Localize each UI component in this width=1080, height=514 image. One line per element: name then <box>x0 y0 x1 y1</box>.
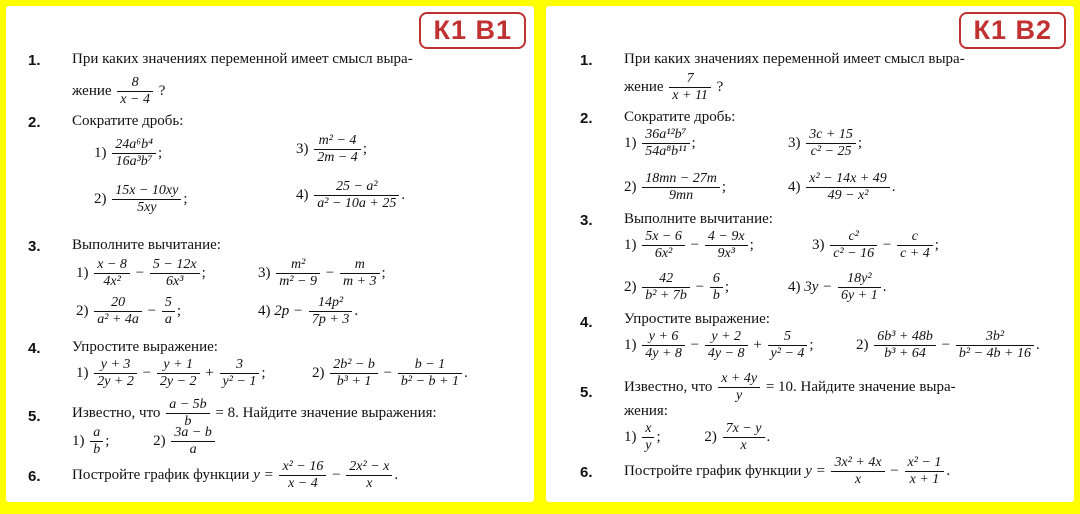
task-1-text: При каких значениях переменной имеет смысл выра- <box>624 51 965 67</box>
task-number: 3. <box>580 212 593 229</box>
task-number: 5. <box>28 408 41 425</box>
task-1-line2: жение $\frac{8}{x - 4}$ ? <box>72 75 166 107</box>
task-number: 2. <box>28 114 41 131</box>
task-2-item-2: 2) $\frac{15x - 10xy}{5xy}$ ; <box>94 183 188 215</box>
task-5-line2: жения: <box>624 403 668 419</box>
task-5-items: 1) $\frac{x}{y}$ ; 2) $\frac{7x - y}{x}$ . <box>624 421 771 453</box>
task-number: 2. <box>580 110 593 127</box>
task-2-item-4: 4) $\frac{\text{x² − 14x + 49}}{\text{49 − x²}}$ . <box>788 171 896 203</box>
task-3-item-1: 1) $\frac{5x - 6}{\text{6x²}}$ − $\frac{4 - 9x}{\text{9x³}}$ ; <box>624 229 754 261</box>
task-6-text: Постройте график функции y = $\frac{\text{3x² + 4x}}{x}$ − $\frac{\text{x² − 1}}{x + 1}$ . <box>624 455 951 487</box>
task-3-item-4: 4) 3y − $\frac{\text{18y²}}{6y + 1}$ . <box>788 271 887 303</box>
task-3-item-3: 3) $\frac{\text{m²}}{\text{m² − 9}}$ − $\frac{m}{m + 3}$ ; <box>258 257 386 289</box>
task-2-item-4: 4) $\frac{\text{25 − a²}}{\text{a² − 10a + 25}}$ . <box>296 179 406 211</box>
task-3-item-4: 4) 2p − $\frac{\text{14p²}}{7p + 3}$ . <box>258 295 359 327</box>
task-3-item-2: 2) $\frac{20}{\text{a² + 4a}}$ − $\frac{5}{a}$ ; <box>76 295 182 327</box>
task-number: 4. <box>580 314 593 331</box>
task-4-item-2: 2) $\frac{\text{6b³ + 48b}}{\text{b³ + 64}}$ − $\frac{\text{3b²}}{\text{b² − 4b + 16}}$ . <box>856 329 1040 361</box>
task-2-text: Сократите дробь: <box>72 113 184 129</box>
task-2-item-1: 1) $\frac{\text{36a¹²b⁷}}{\text{54a⁸b¹¹}}$ ; <box>624 127 696 159</box>
task-1-line2: жение $\frac{7}{x + 11}$ ? <box>624 71 724 103</box>
task-4-item-1: 1) $\frac{y + 6}{4y + 8}$ − $\frac{y + 2}{4y - 8}$ + $\frac{5}{\text{y² − 4}}$ ; <box>624 329 814 361</box>
task-4-item-1: 1) $\frac{y + 3}{2y + 2}$ − $\frac{y + 1}{2y - 2}$ + $\frac{3}{\text{y² − 1}}$ ; <box>76 357 266 389</box>
task-2-text: Сократите дробь: <box>624 109 736 125</box>
task-2-item-2: 2) $\frac{18mn - 27m}{9mn}$ ; <box>624 171 727 203</box>
variant-1-panel <box>6 6 534 502</box>
task-5-text: Известно, что $\frac{x + 4y}{y}$ = 10. Найдите значение выра- <box>624 371 956 403</box>
task-3-item-3: 3) $\frac{\text{c²}}{\text{c² − 16}}$ − $\frac{c}{c + 4}$ ; <box>812 229 939 261</box>
fraction: $\frac{8}{x - 4}$ <box>117 76 153 107</box>
task-3-item-1: 1) $\frac{x - 8}{\text{4x²}}$ − $\frac{5 - 12x}{\text{6x³}}$ ; <box>76 257 206 289</box>
task-2-item-3: 3) $\frac{\text{m² − 4}}{2m - 4}$ ; <box>296 133 367 165</box>
task-5-text: Известно, что $\frac{a - 5b}{b}$ = 8. Найдите значение выражения: <box>72 397 437 429</box>
task-3-text: Выполните вычитание: <box>624 211 773 227</box>
task-number: 6. <box>580 464 593 481</box>
task-number: 4. <box>28 340 41 357</box>
task-number: 1. <box>28 52 41 69</box>
variant-badge: К1 В1 <box>419 12 526 49</box>
task-2-item-3: 3) $\frac{3c + 15}{\text{c² − 25}}$ ; <box>788 127 863 159</box>
task-3-text: Выполните вычитание: <box>72 237 221 253</box>
task-number: 5. <box>580 384 593 401</box>
task-4-text: Упростите выражение: <box>72 339 218 355</box>
task-number: 6. <box>28 468 41 485</box>
task-4-item-2: 2) $\frac{\text{2b² − b}}{\text{b³ + 1}}$ − $\frac{b - 1}{\text{b² − b + 1}}$ . <box>312 357 468 389</box>
task-6-text: Постройте график функции y = $\frac{\text{x² − 16}}{x - 4}$ − $\frac{\text{2x² − x}}{x}$ . <box>72 459 399 491</box>
variant-badge: К1 В2 <box>959 12 1066 49</box>
task-4-text: Упростите выражение: <box>624 311 770 327</box>
task-2-item-1: 1) $\frac{\text{24a⁶b⁴}}{\text{16a³b⁷}}$ ; <box>94 137 163 169</box>
task-1-text: При каких значениях переменной имеет смысл выра- <box>72 51 413 67</box>
task-3-item-2: 2) $\frac{42}{\text{b² + 7b}}$ − $\frac{6}{b}$ ; <box>624 271 730 303</box>
task-5-items: 1) $\frac{a}{b}$ ; 2) $\frac{3a - b}{a}$ <box>72 426 217 457</box>
task-number: 3. <box>28 238 41 255</box>
task-number: 1. <box>580 52 593 69</box>
variant-2-panel <box>546 6 1074 502</box>
